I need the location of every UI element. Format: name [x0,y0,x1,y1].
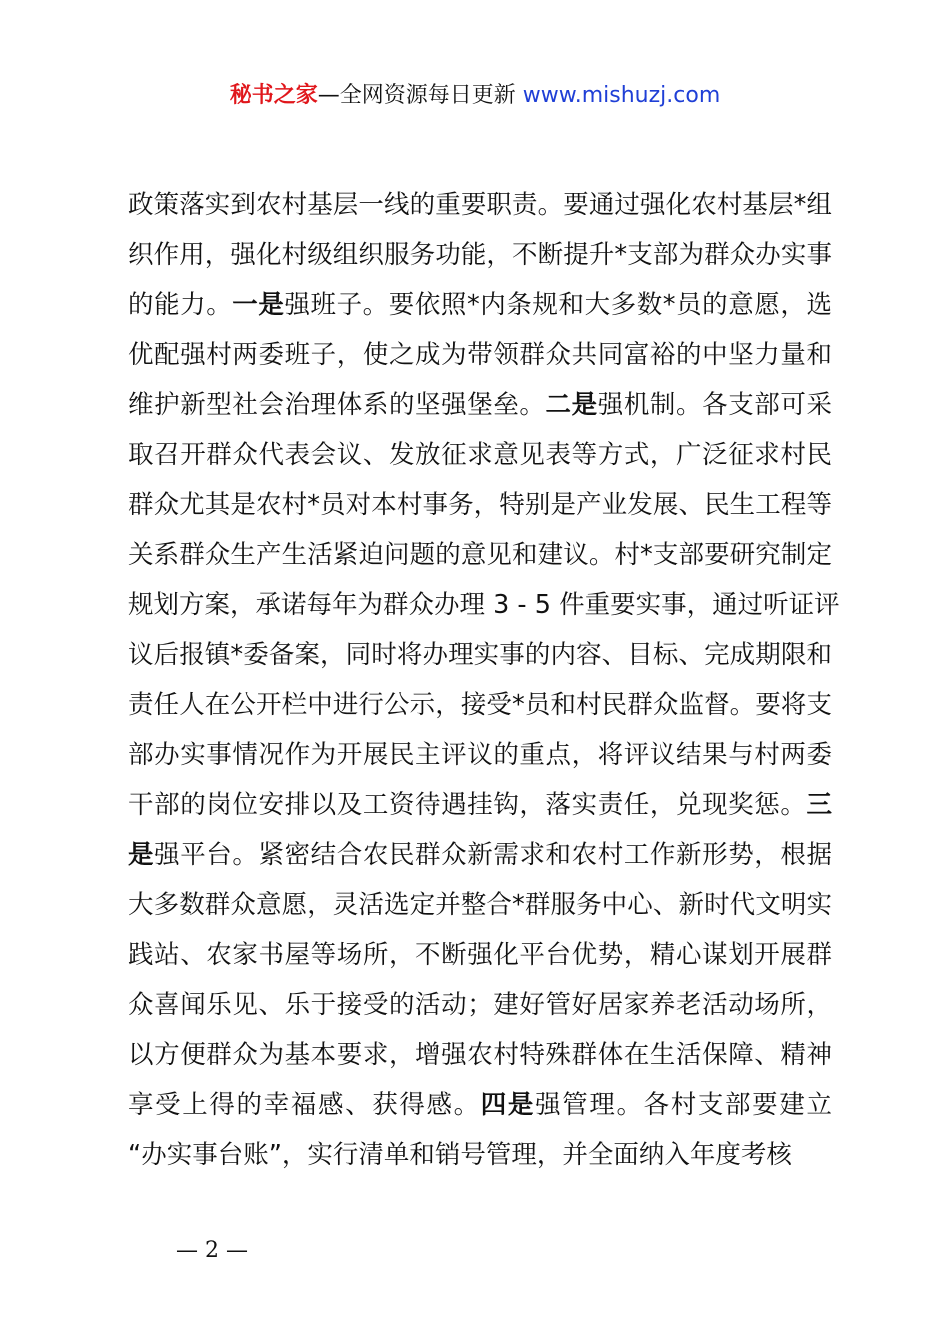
text-line [128,580,840,630]
text-line [128,880,832,930]
line-text: 强管理。各村支部要建立 [535,1090,832,1120]
line-text: 强平台。紧密结合农民群众新需求和农村工作新形势，根据 [154,840,832,870]
line-text: 以方便群众为基本要求，增强农村特殊群体在生活保障、精神 [128,1040,832,1070]
line-text: 践站、农家书屋等场所，不断强化平台优势，精心谋划开展群 [128,940,832,970]
site-url-link[interactable]: www.mishuzj.com [522,83,721,108]
line-text: 维护新型社会治理体系的坚强堡垒。 [128,390,546,420]
text-line [128,380,832,430]
line-text: 强班子。要依照*内条规和大多数*员的意愿，选 [284,290,832,320]
line-text: 干部的岗位安排以及工资待遇挂钩，落实责任，兑现奖惩。 [128,790,807,820]
text-line [128,480,832,530]
text-line [128,330,832,380]
emphasis-text: 二是 [545,390,598,420]
document-body [128,180,840,1180]
text-line [128,430,832,480]
line-text: 规划方案，承诺每年为群众办理 3 - 5 件重要实事，通过听证评 [128,590,840,620]
line-text: 部办实事情况作为开展民主评议的重点，将评议结果与村两委 [128,740,832,770]
line-text: 享受上得的幸福感、获得感。 [128,1090,481,1120]
emphasis-text: 一是 [232,290,285,320]
text-line [128,280,832,330]
site-banner [0,78,950,114]
site-brand: 秘书之家 [229,83,318,108]
line-text: 大多数群众意愿，灵活选定并整合*群服务中心、新时代文明实 [128,890,832,920]
text-line [128,980,832,1030]
text-line [128,230,832,280]
line-text: 责任人在公开栏中进行公示，接受*员和村民群众监督。要将支 [128,690,832,720]
line-text: 议后报镇*委备案，同时将办理实事的内容、目标、完成期限和 [128,640,832,670]
line-text: 优配强村两委班子，使之成为带领群众共同富裕的中坚力量和 [128,340,832,370]
text-line [128,180,832,230]
text-line [128,930,832,980]
text-line [128,780,832,830]
page-number: — 2 — [176,1238,248,1263]
line-text: 取召开群众代表会议、发放征求意见表等方式，广泛征求村民 [128,440,832,470]
line-text: 关系群众生产生活紧迫问题的意见和建议。村*支部要研究制定 [128,540,832,570]
text-line [128,1080,832,1130]
line-text: 群众尤其是农村*员对本村事务，特别是产业发展、民生工程等 [128,490,832,520]
text-line [128,730,832,780]
text-line [128,680,832,730]
text-line [128,1030,832,1080]
emphasis-text: 三 [806,790,832,820]
line-text: 众喜闻乐见、乐于接受的活动；建好管好居家养老活动场所， [128,990,832,1020]
line-text: 织作用，强化村级组织服务功能，不断提升*支部为群众办实事 [128,240,832,270]
emphasis-text: 四是 [480,1090,536,1120]
emphasis-text: 是 [128,840,155,870]
text-line [128,530,832,580]
text-line [128,830,832,880]
text-line [128,1130,832,1180]
text-line [128,630,832,680]
line-text: 的能力。 [128,290,233,320]
line-text: 政策落实到农村基层一线的重要职责。要通过强化农村基层*组 [128,190,832,220]
line-text: “办实事台账”，实行清单和销号管理，并全面纳入年度考核 [128,1140,792,1170]
line-text: 强机制。各支部可采 [597,390,832,420]
site-slogan: —全网资源每日更新 [317,83,516,108]
